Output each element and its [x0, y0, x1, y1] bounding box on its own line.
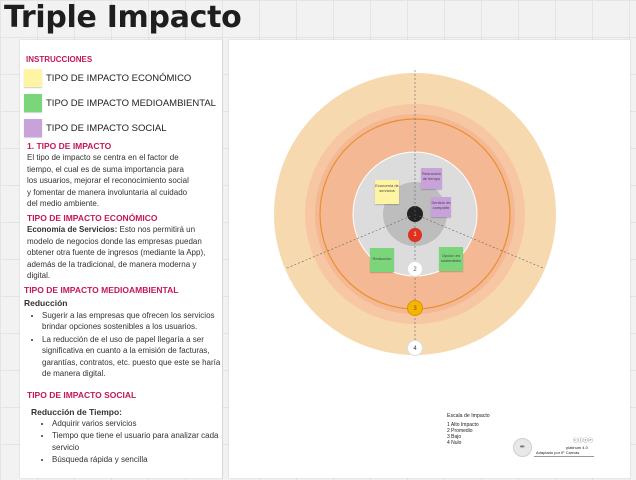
- list-item: • Tiempo que tiene el usuario para analizar cada servicio: [52, 430, 232, 453]
- sticky-opcion-sostenibles[interactable]: Opción en sostenibles: [439, 247, 463, 271]
- social-bullets: [38, 418, 232, 467]
- sticky-reduccion-tiempo[interactable]: Reducción de tiempo: [421, 168, 442, 189]
- instructions-panel[interactable]: [20, 40, 222, 478]
- scale-item: 4 Nulo: [447, 440, 462, 446]
- list-item: • Sugerir a las empresas que ofrecen los servicios brindar opciones sostenibles a los usuarios.: [42, 310, 222, 333]
- social-subheading: Reducción de Tiempo:: [31, 407, 122, 417]
- legend-label-economico: TIPO DE IMPACTO ECONÓMICO: [46, 73, 192, 84]
- impact-canvas[interactable]: [229, 40, 630, 478]
- medioambiental-bullets: [28, 310, 222, 380]
- marker-3[interactable]: 3: [407, 300, 423, 316]
- impact-rings: [229, 40, 630, 478]
- license-badges: ⓒⓘⓢⓔ: [573, 438, 594, 444]
- social-heading: TIPO DE IMPACTO SOCIAL: [27, 390, 137, 400]
- legend-sticky-social: [24, 119, 42, 137]
- marker-1[interactable]: 1: [408, 228, 422, 242]
- section1-text: El tipo de impacto se centra en el factor de tiempo, el cual es de suma importancia para los usuarios, mejorar el reconocimiento social y fomentar de manera involuntaria al cuidado del medio ambiente.: [27, 153, 189, 209]
- board-title: Triple Impacto: [4, 0, 242, 35]
- list-item: • Búsqueda rápida y sencilla: [52, 454, 232, 465]
- credit-version: platinum 4.0: [566, 445, 588, 450]
- economico-text: Economía de Servicios: Esto nos permitirá un modelo de negocios donde las empresas puedan obtener otra fuente de ingresos (mediante la App), además de la tradicional, de manera moderna y digital.: [27, 225, 206, 281]
- legend-label-medioambiental: TIPO DE IMPACTO MEDIOAMBIENTAL: [46, 98, 216, 109]
- scale-title: Escala de Impacto: [447, 413, 490, 419]
- legend-sticky-economico: [24, 69, 42, 87]
- legend-sticky-medioambiental: [24, 94, 42, 112]
- credit-underline: [534, 456, 594, 457]
- scale-item: 1 Alto Impacto: [447, 422, 479, 428]
- instructions-heading: INSTRUCCIONES: [26, 55, 93, 64]
- marker-2[interactable]: 2: [407, 261, 423, 277]
- legend-label-social: TIPO DE IMPACTO SOCIAL: [46, 123, 167, 134]
- credit-author: Adaptado por IF Canvas: [536, 450, 580, 455]
- list-item: • La reducción de el uso de papel llegaría a ser significativa en cuanto a la emisión de facturas, garantías, contratos, etc. puesto que este se haría de manera digital.: [42, 334, 222, 380]
- sticky-reduccion[interactable]: Reducción: [370, 248, 394, 272]
- scale-item: 3 Bajo: [447, 434, 462, 440]
- scale-item: 2 Promedio: [447, 428, 473, 434]
- sticky-sentido-compartir[interactable]: Sentido de compartir: [431, 197, 451, 217]
- section1-heading: 1. TIPO DE IMPACTO: [27, 141, 112, 151]
- marker-4[interactable]: 4: [407, 340, 423, 356]
- scale-list: [447, 422, 479, 446]
- economico-heading: TIPO DE IMPACTO ECONÓMICO: [27, 213, 158, 223]
- medioambiental-subheading: Reducción: [24, 298, 68, 308]
- medioambiental-heading: TIPO DE IMPACTO MEDIOAMBIENTAL: [24, 285, 179, 295]
- author-logo-icon: ✒: [513, 438, 532, 457]
- sticky-economia-servicios[interactable]: Economía de servicios: [375, 180, 399, 204]
- list-item: • Adquirir varios servicios: [52, 418, 232, 429]
